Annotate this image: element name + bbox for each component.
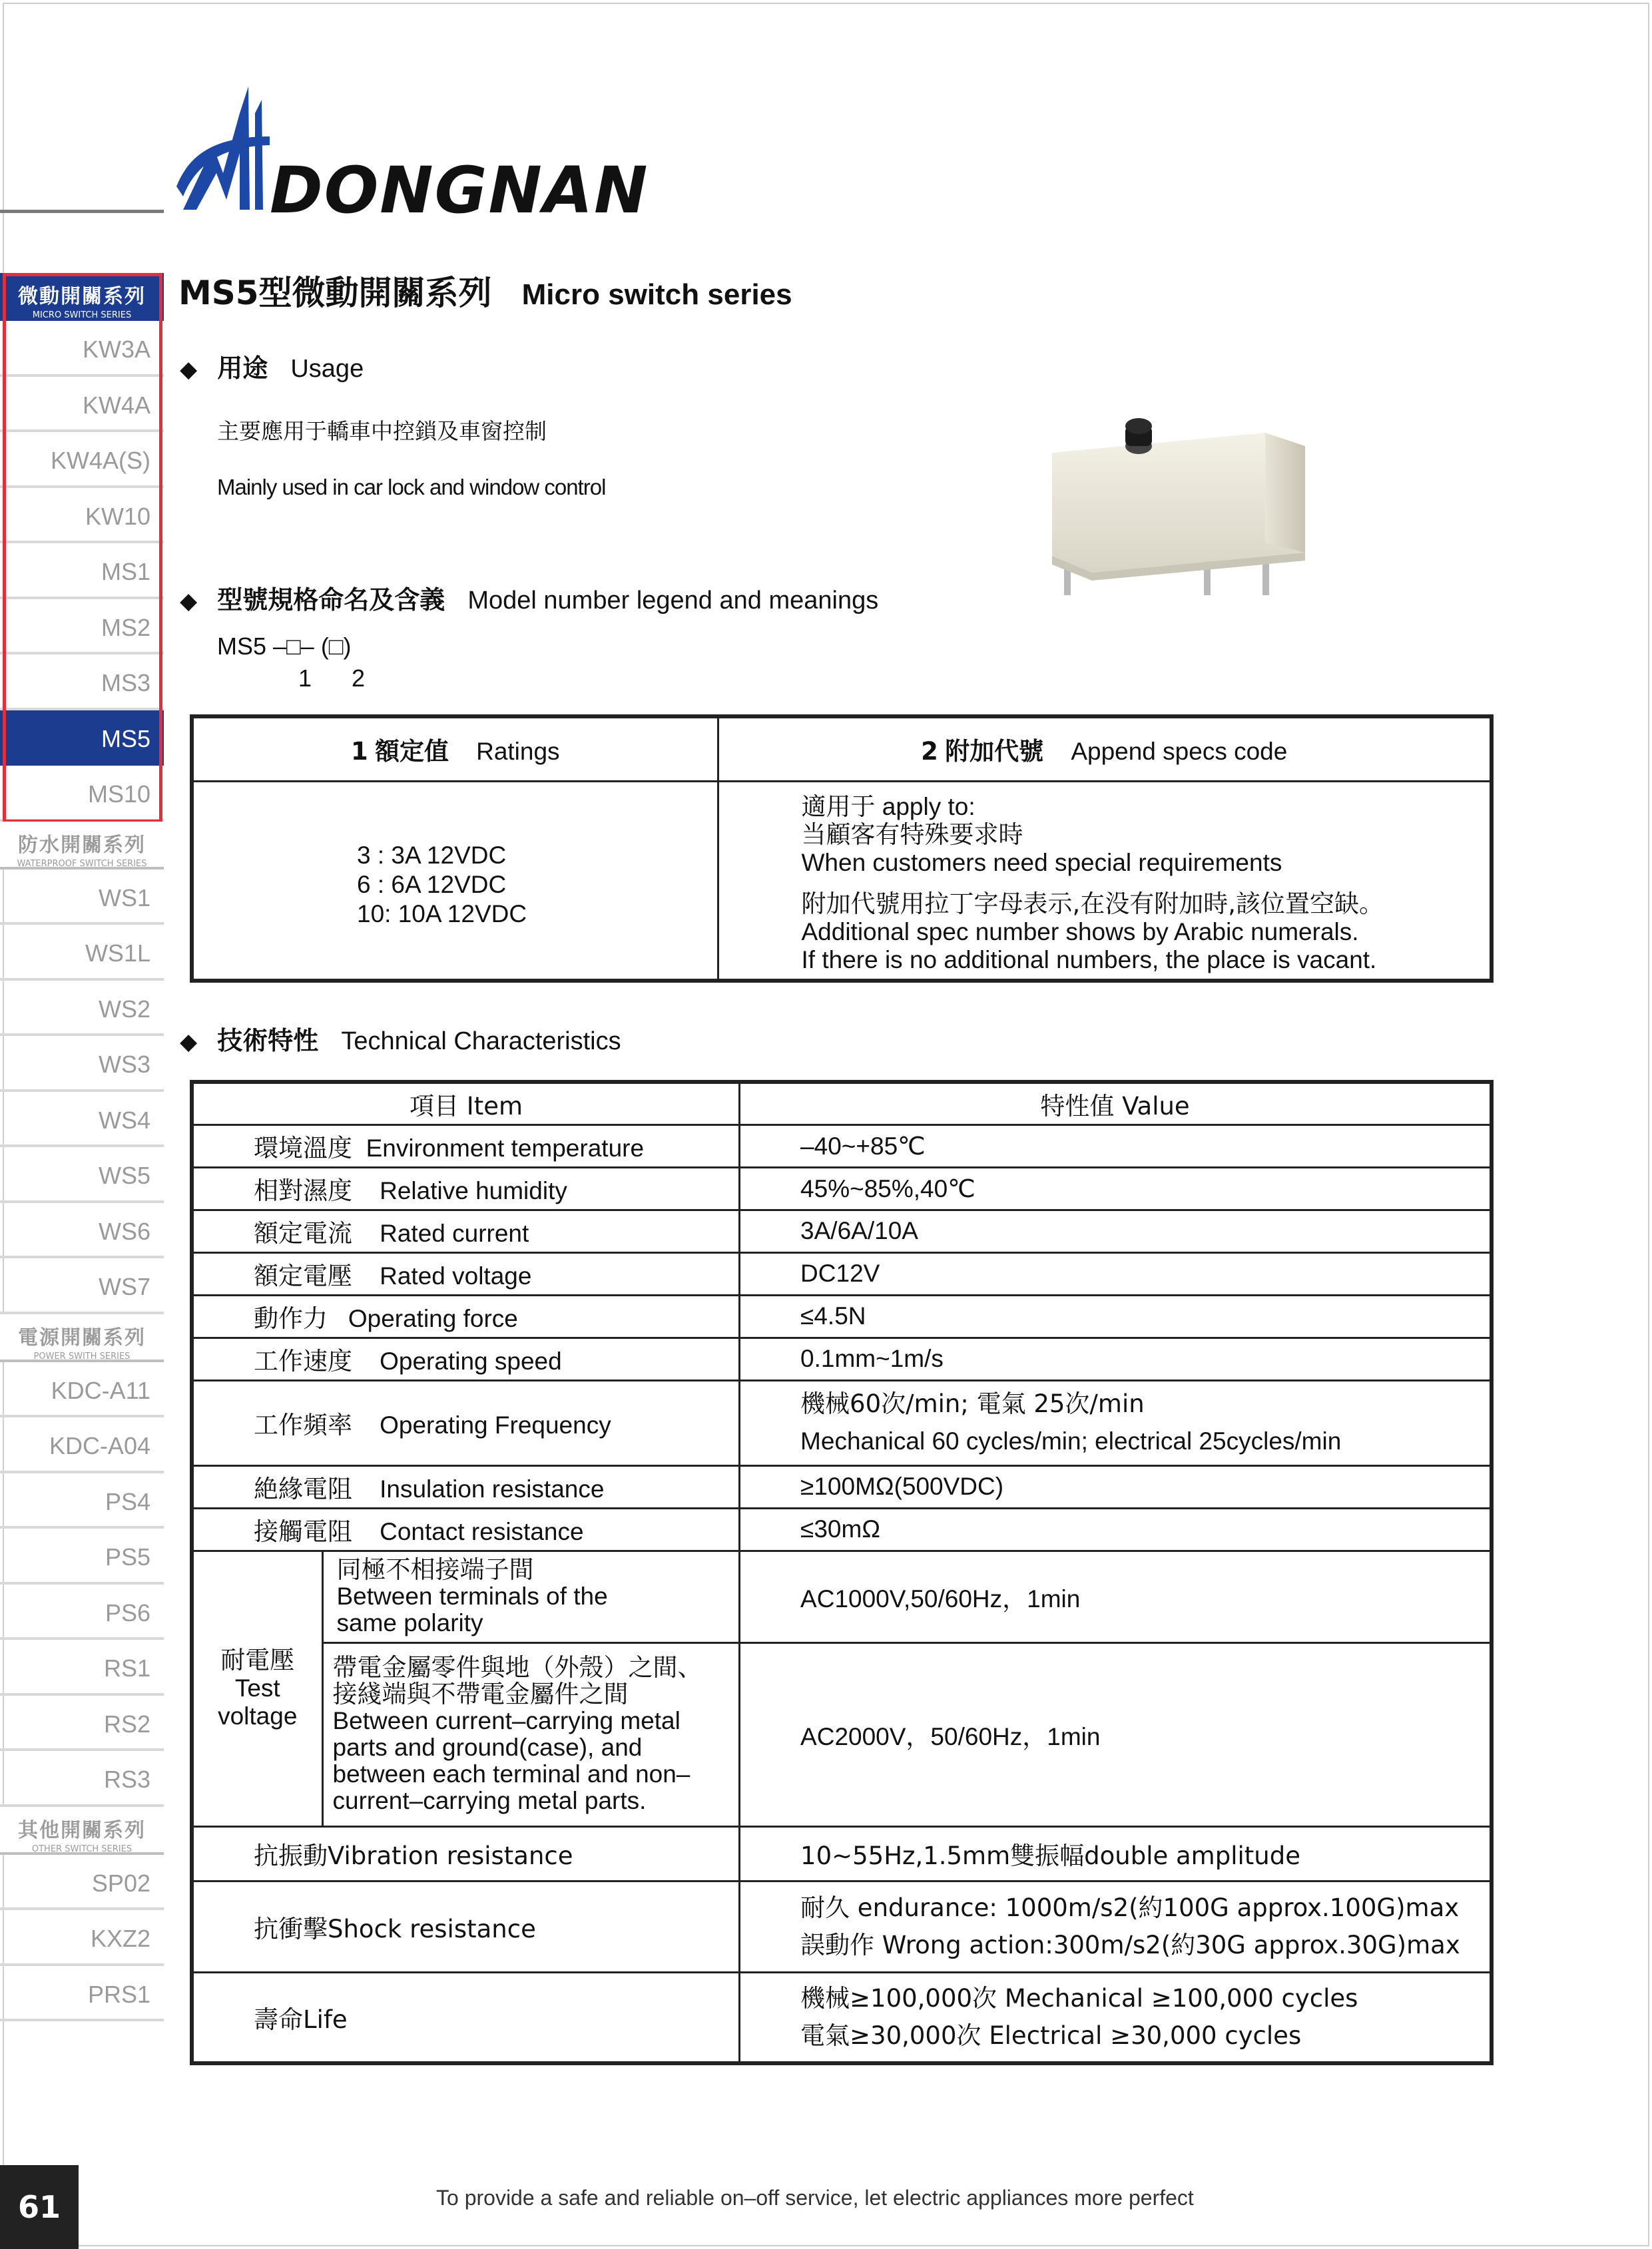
usage-heading-en: Usage: [290, 355, 364, 383]
group-title-zh: 電源開關系列: [18, 1326, 146, 1350]
item-en: Operating Frequency: [380, 1411, 611, 1439]
table-row: [192, 1972, 1492, 2063]
ratings-header: [192, 716, 718, 781]
item-en: Contact resistance: [380, 1518, 584, 1545]
table-row: [192, 1252, 1492, 1295]
group-title-zh: 微動開關系列: [18, 285, 146, 308]
shock-wrong-action: 誤動作 Wrong action:300m/s2(約30G approx.30G)max: [800, 1930, 1460, 1959]
sidebar-item-ws1[interactable]: WS1: [0, 870, 164, 925]
item-value: ≥100MΩ(500VDC): [740, 1465, 1492, 1508]
table-header-row: [192, 716, 1492, 781]
rating-item: 10: 10A 12VDC: [357, 899, 527, 927]
tech-table: [190, 1080, 1494, 2065]
table-row: [192, 1642, 1492, 1826]
append-line: 適用于 apply to:: [801, 792, 975, 820]
item-en: Operating speed: [380, 1348, 562, 1375]
sidebar-item-rs1[interactable]: RS1: [0, 1640, 164, 1696]
item-value: AC2000V，50/60Hz，1min: [740, 1642, 1492, 1826]
usage-text-zh: 主要應用于轎車中控鎖及車窗控制: [217, 418, 547, 444]
sidebar-item-ps5[interactable]: PS5: [0, 1529, 164, 1585]
life-electrical: 電氣≥30,000次 Electrical ≥30,000 cycles: [800, 2021, 1302, 2050]
sidebar-item-kw4a-s[interactable]: KW4A(S): [0, 432, 164, 488]
tech-heading: [180, 1020, 621, 1057]
sidebar-item-kxz2[interactable]: KXZ2: [0, 1910, 164, 1966]
brand-logo: [176, 73, 649, 228]
condition-zh: 同極不相接端子間: [336, 1555, 534, 1584]
item-value: 10~55Hz,1.5mm雙振幅double amplitude: [740, 1826, 1492, 1881]
table-row: [192, 1551, 1492, 1642]
dongnan-emblem-icon: [176, 73, 276, 220]
sidebar-group-waterproof: [0, 822, 164, 1314]
page-title-zh: MS5型微動開關系列: [178, 274, 492, 312]
test-voltage-b: [322, 1642, 740, 1826]
group-title-zh: 防水開關系列: [18, 833, 146, 857]
table-header-row: [192, 1082, 1492, 1124]
freq-value-en: Mechanical 60 cycles/min; electrical 25cycles/min: [800, 1427, 1342, 1455]
sidebar-item-ms2[interactable]: MS2: [0, 599, 164, 655]
col-title-zh: 附加代號: [945, 737, 1044, 766]
tech-heading-en: Technical Characteristics: [341, 1027, 621, 1055]
table-row: [192, 1881, 1492, 1972]
table-row: [192, 1338, 1492, 1380]
item-value: ≤30mΩ: [740, 1508, 1492, 1551]
item-value: ≤4.5N: [740, 1295, 1492, 1338]
item-value: [740, 1972, 1492, 2063]
item-value: AC1000V,50/60Hz，1min: [740, 1551, 1492, 1642]
sidebar-group-head-other[interactable]: [0, 1807, 164, 1855]
item-column-header: 項目 Item: [192, 1082, 740, 1124]
shock-endurance: 耐久 endurance: 1000m/s2(約100G approx.100G)max: [800, 1893, 1460, 1922]
col-num: 1: [350, 737, 368, 766]
item-en: Operating force: [348, 1305, 518, 1332]
col-num: 2: [921, 737, 938, 766]
append-header: [718, 716, 1492, 781]
sidebar-group-head-waterproof[interactable]: [0, 822, 164, 870]
diamond-bullet-icon: ◆: [180, 1029, 198, 1055]
label-en: Test: [234, 1674, 280, 1702]
table-row: [192, 1124, 1492, 1167]
condition-en: Between current–carrying metal: [332, 1707, 681, 1734]
model-heading-en: Model number legend and meanings: [467, 587, 879, 615]
item-zh: 環境溫度: [254, 1134, 352, 1162]
sidebar-item-kdc-a11[interactable]: KDC-A11: [0, 1362, 164, 1418]
page-number: 61: [0, 2165, 79, 2249]
sidebar-item-ws3[interactable]: WS3: [0, 1036, 164, 1092]
test-voltage-label: [192, 1551, 322, 1826]
item-zh: 動作力: [254, 1304, 328, 1333]
brand-name: DONGNAN: [270, 153, 649, 228]
model-index-1: 1: [298, 664, 312, 692]
item-zh: 絶緣電阻: [254, 1475, 352, 1503]
group-title-en: OTHER SWITCH SERIES: [31, 1844, 133, 1854]
item-label: 抗振動Vibration resistance: [192, 1826, 740, 1881]
label-zh: 耐電壓: [220, 1646, 295, 1674]
col-title-zh: 額定值: [374, 737, 449, 766]
usage-heading: [180, 348, 364, 384]
table-row: [192, 1295, 1492, 1338]
sidebar-item-prs1[interactable]: PRS1: [0, 1966, 164, 2022]
item-value: [740, 1380, 1492, 1465]
item-value: 45%~85%,40℃: [740, 1167, 1492, 1210]
table-row: [192, 1826, 1492, 1881]
sidebar-item-sp02[interactable]: SP02: [0, 1855, 164, 1911]
col-title-en: Ratings: [476, 738, 560, 766]
diamond-bullet-icon: ◆: [180, 588, 198, 615]
sidebar-item-ws4[interactable]: WS4: [0, 1092, 164, 1148]
diamond-bullet-icon: ◆: [180, 356, 198, 383]
item-zh: 額定電流: [254, 1219, 352, 1248]
item-label: 抗衝擊Shock resistance: [192, 1881, 740, 1972]
ratings-cell: [192, 781, 718, 981]
item-en: Insulation resistance: [380, 1475, 605, 1503]
table-row: [192, 1167, 1492, 1210]
rating-item: 6 : 6A 12VDC: [357, 870, 507, 898]
model-code: MS5 –□– (□): [217, 632, 352, 660]
sidebar-item-ms1[interactable]: MS1: [0, 543, 164, 599]
table-row: [192, 1508, 1492, 1551]
page-title-en: Micro switch series: [521, 278, 792, 311]
append-line: If there is no additional numbers, the place is vacant.: [801, 945, 1377, 973]
sidebar-item-ws7[interactable]: WS7: [0, 1258, 164, 1314]
sidebar-item-kdc-a04[interactable]: KDC-A04: [0, 1417, 164, 1473]
append-cell: [718, 781, 1492, 981]
item-value: DC12V: [740, 1252, 1492, 1295]
sidebar-item-kw10[interactable]: KW10: [0, 488, 164, 544]
sidebar-item-ms3[interactable]: MS3: [0, 654, 164, 710]
value-column-header: 特性值 Value: [740, 1082, 1492, 1124]
sidebar-item-ms5[interactable]: MS5: [0, 710, 164, 766]
table-row: [192, 781, 1492, 981]
item-en: Rated current: [380, 1220, 529, 1247]
life-mechanical: 機械≥100,000次 Mechanical ≥100,000 cycles: [800, 1983, 1358, 2013]
table-row: [192, 1380, 1492, 1465]
item-zh: 額定電壓: [254, 1262, 352, 1290]
sidebar-group-other: [0, 1807, 164, 2022]
sidebar-item-ps6[interactable]: PS6: [0, 1585, 164, 1640]
item-value: [740, 1881, 1492, 1972]
header-rule: [0, 210, 164, 213]
item-zh: 相對濕度: [254, 1176, 352, 1205]
tech-heading-zh: 技術特性: [217, 1026, 319, 1055]
sidebar-group-micro: [0, 273, 164, 822]
sidebar-item-ps4[interactable]: PS4: [0, 1473, 164, 1529]
sidebar-item-rs3[interactable]: RS3: [0, 1751, 164, 1807]
sidebar-group-power: [0, 1314, 164, 1807]
sidebar-item-ms10[interactable]: MS10: [0, 766, 164, 822]
sidebar-item-kw3a[interactable]: KW3A: [0, 321, 164, 377]
item-value: 0.1mm~1m/s: [740, 1338, 1492, 1380]
sidebar-item-ws2[interactable]: WS2: [0, 981, 164, 1037]
item-label: 壽命Life: [192, 1972, 740, 2063]
page-title: [178, 266, 792, 314]
condition-en: parts and ground(case), and: [332, 1734, 643, 1761]
table-row: [192, 1465, 1492, 1508]
product-photo: [1025, 386, 1318, 599]
item-zh: 接觸電阻: [254, 1517, 352, 1546]
sidebar-group-head-micro[interactable]: [0, 273, 164, 321]
append-line: 附加代號用拉丁字母表示,在没有附加時,該位置空缺。: [801, 889, 1384, 918]
item-en: Relative humidity: [380, 1177, 567, 1204]
append-line: 当顧客有特殊要求時: [801, 820, 1023, 849]
sidebar-item-rs2[interactable]: RS2: [0, 1696, 164, 1752]
group-title-en: POWER SWITH SERIES: [33, 1351, 131, 1362]
item-value: 3A/6A/10A: [740, 1210, 1492, 1252]
item-en: Environment temperature: [366, 1134, 645, 1162]
test-voltage-a: [322, 1551, 740, 1642]
item-value: –40~+85℃: [740, 1124, 1492, 1167]
condition-zh: 接綫端與不帶電金屬件之間: [332, 1680, 629, 1708]
model-legend-table: [190, 714, 1494, 983]
sidebar-item-ws6[interactable]: WS6: [0, 1203, 164, 1259]
usage-heading-zh: 用途: [217, 354, 268, 383]
condition-en: between each terminal and non–: [332, 1760, 690, 1788]
model-index-2: 2: [352, 664, 366, 692]
freq-value-zh: 機械60次/min; 電氣 25次/min: [800, 1389, 1145, 1418]
append-line: When customers need special requirements: [801, 848, 1282, 876]
col-title-en: Append specs code: [1071, 738, 1288, 766]
condition-en: same polarity: [336, 1609, 483, 1636]
condition-en: current–carrying metal parts.: [332, 1787, 647, 1814]
usage-text-en: Mainly used in car lock and window control: [217, 475, 606, 499]
item-zh: 工作頻率: [254, 1411, 352, 1439]
condition-en: Between terminals of the: [336, 1583, 608, 1610]
footer-slogan: To provide a safe and reliable on–off service, let electric appliances more perfect: [436, 2186, 1194, 2210]
sidebar: [0, 273, 164, 2021]
group-title-en: WATERPROOF SWITCH SERIES: [17, 858, 147, 869]
label-en: voltage: [218, 1702, 298, 1730]
item-zh: 工作速度: [254, 1347, 352, 1375]
group-title-zh: 其他開關系列: [18, 1818, 146, 1842]
sidebar-item-ws5[interactable]: WS5: [0, 1147, 164, 1203]
append-line: Additional spec number shows by Arabic numerals.: [801, 917, 1359, 945]
sidebar-item-kw4a[interactable]: KW4A: [0, 377, 164, 433]
group-title-en: MICRO SWITCH SERIES: [32, 310, 132, 320]
model-heading: [180, 579, 878, 616]
table-row: [192, 1210, 1492, 1252]
sidebar-item-ws1l[interactable]: WS1L: [0, 925, 164, 981]
rating-item: 3 : 3A 12VDC: [357, 841, 507, 869]
model-heading-zh: 型號規格命名及含義: [217, 585, 445, 615]
item-en: Rated voltage: [380, 1262, 532, 1290]
sidebar-group-head-power[interactable]: [0, 1314, 164, 1362]
condition-zh: 帶電金屬零件與地（外殼）之間、: [332, 1653, 702, 1682]
